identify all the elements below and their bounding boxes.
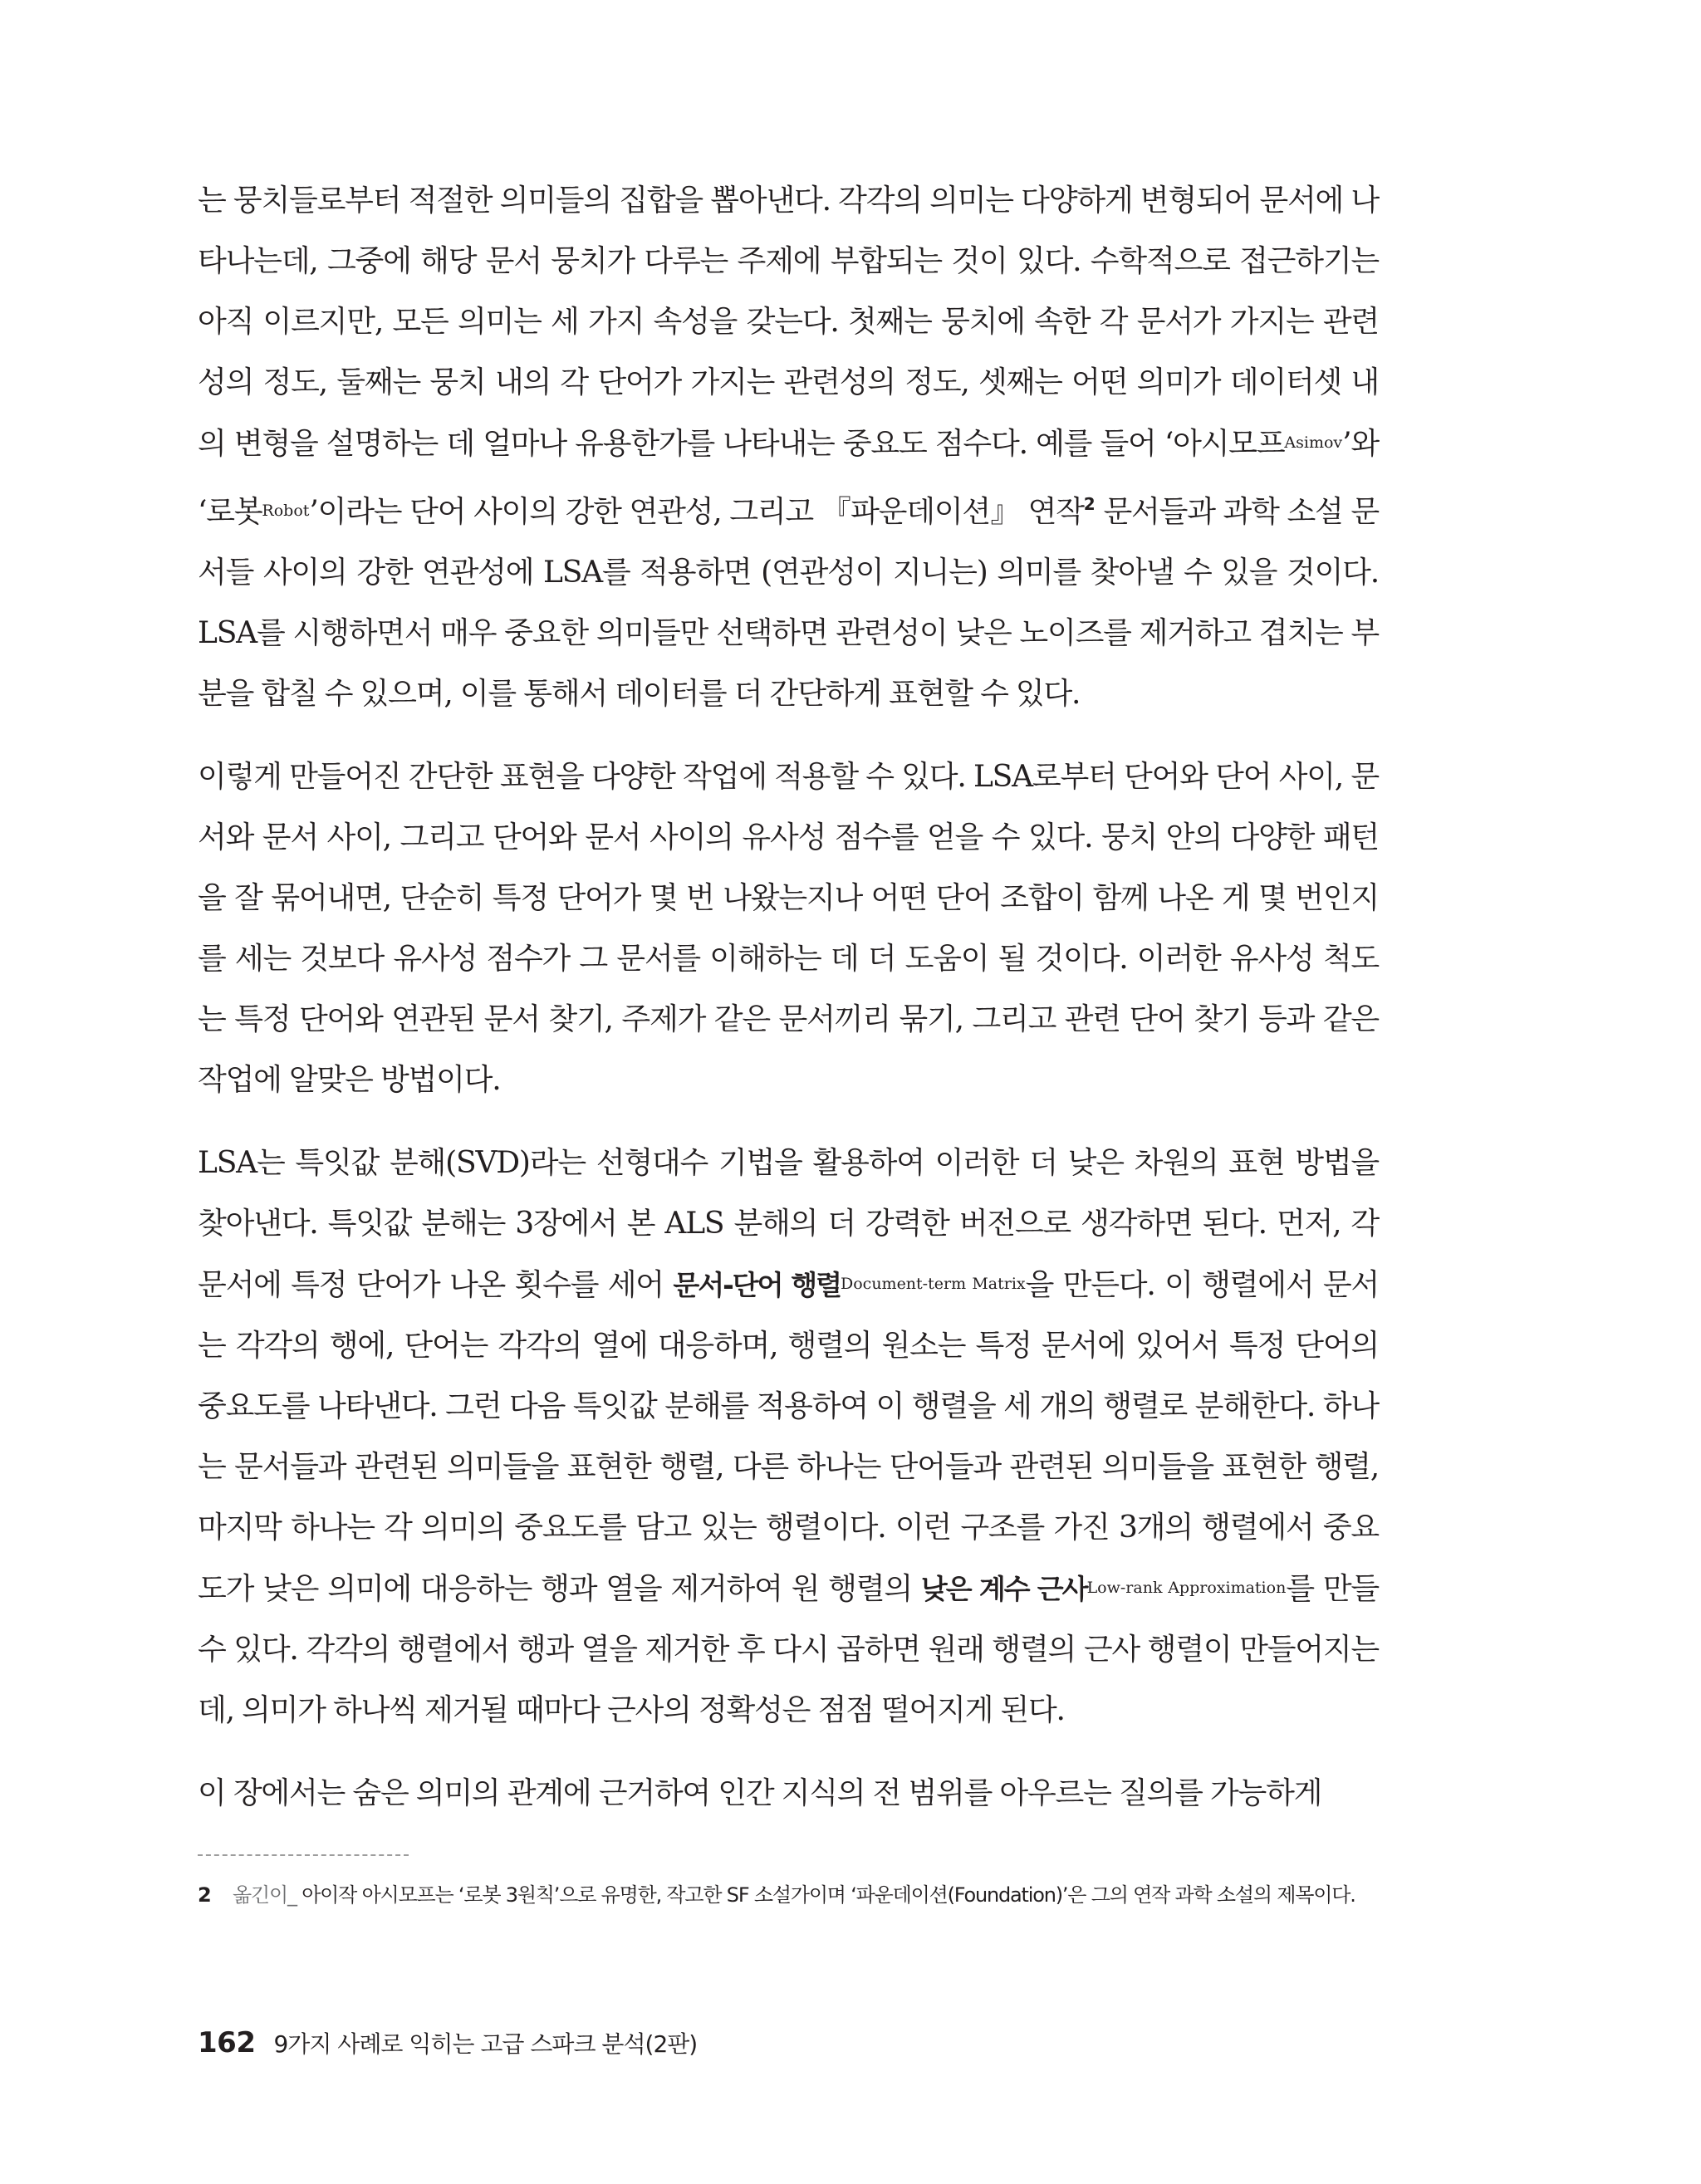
footnote-body (233, 1878, 1379, 1912)
key-term-low-rank-approximation: 낮은 계수 근사 (920, 1573, 1087, 1605)
footnote-divider (198, 1854, 409, 1856)
footnote (198, 1878, 1379, 1912)
paragraph-1-text-2: ’와 ‘로봇 (198, 427, 1379, 529)
term-english-asimov: Asimov (1284, 433, 1343, 452)
paragraph-3 (198, 1133, 1379, 1741)
paragraph-1-text-4: 문서들과 과학 소설 문서들 사이의 강한 연관성에 LSA를 적용하면 (연관성이 지니는) 의미를 찾아낼 수 있을 것이다. LSA를 시행하면서 매우 중요한 의미들만 선택하면 관련성이 낮은 노이즈를 제거하고 겹치는 부분을 합칠 수 있으며, 이를 통해서 데이터를 더 간단하게 표현할 수 있다. (198, 495, 1379, 711)
key-term-document-term-matrix: 문서-단어 행렬 (673, 1269, 841, 1301)
term-english-robot: Robot (262, 502, 310, 520)
paragraph-3-text-2: 을 만든다. 이 행렬에서 문서는 각각의 행에, 단어는 각각의 열에 대응하며, 행렬의 원소는 특정 문서에 있어서 특정 단어의 중요도를 나타낸다. 그런 다음 특잇값 분해를 적용하여 이 행렬을 세 개의 행렬로 분해한다. 하나는 문서들과 관련된 의미들을 표현한 행렬, 다른 하나는 단어들과 관련된 의미들을 표현한 행렬, 마지막 하나는 각 의미의 중요도를 담고 있는 행렬이다. 이런 구조를 가진 3개의 행렬에서 중요도가 낮은 의미에 대응하는 행과 열을 제거하여 원 행렬의 (198, 1268, 1379, 1606)
paragraph-3-text-3: 를 만들 수 있다. 각각의 행렬에서 행과 열을 제거한 후 다시 곱하면 원래 행렬의 근사 행렬이 만들어지는데, 의미가 하나씩 제거될 때마다 근사의 정확성은 점점 떨어지게 된다. (198, 1572, 1379, 1727)
footnote-text: 아이작 아시모프는 ‘로봇 3원칙’으로 유명한, 작고한 SF 소설가이며 ‘파운데이션(Foundation)’은 그의 연작 과학 소설의 제목이다. (296, 1883, 1355, 1907)
footnote-reference[interactable]: 2 (1083, 494, 1096, 514)
paragraph-2: 이렇게 만들어진 간단한 표현을 다양한 작업에 적용할 수 있다. LSA로부터 단어와 단어 사이, 문서와 문서 사이, 그리고 단어와 문서 사이의 유사성 점수를 얻을 수 있다. 뭉치 안의 다양한 패턴을 잘 묶어내면, 단순히 특정 단어가 몇 번 나왔는지나 어떤 단어 조합이 함께 나온 게 몇 번인지를 세는 것보다 유사성 점수가 그 문서를 이해하는 데 더 도움이 될 것이다. 이러한 유사성 척도는 특정 단어와 연관된 문서 찾기, 주제가 같은 문서끼리 묶기, 그리고 관련 단어 찾기 등과 같은 작업에 알맞은 방법이다. (198, 760, 1379, 1097)
term-english-document-term-matrix: Document-term Matrix (841, 1275, 1026, 1293)
footnote-translator-tag: 옮긴이_ (233, 1883, 297, 1907)
book-title: 9가지 사례로 익히는 고급 스파크 분석(2판) (273, 2030, 698, 2058)
paragraph-3-text-1: LSA는 특잇값 분해(SVD)라는 선형대수 기법을 활용하여 이러한 더 낮은 차원의 표현 방법을 찾아낸다. 특잇값 분해는 3장에서 본 ALS 분해의 더 강력한 버전으로 생각하면 된다. 먼저, 각 문서에 특정 단어가 나온 횟수를 세어 (198, 1146, 1379, 1302)
footnote-number: 2 (198, 1883, 211, 1907)
body-content (198, 170, 1379, 1824)
paragraph-1-text-3: ’이라는 단어 사이의 강한 연관성, 그리고 『파운데이션』 연작 (309, 495, 1084, 529)
page-footer (198, 2026, 1194, 2068)
term-english-low-rank-approximation: Low-rank Approximation (1086, 1579, 1287, 1597)
paragraph-4: 이 장에서는 숨은 의미의 관계에 근거하여 인간 지식의 전 범위를 아우르는 질의를 가능하게 (198, 1776, 1322, 1810)
page-number: 162 (198, 2026, 256, 2059)
paragraph-1 (198, 170, 1379, 724)
paragraph-1-text-1: 는 뭉치들로부터 적절한 의미들의 집합을 뽑아낸다. 각각의 의미는 다양하게 변형되어 문서에 나타나는데, 그중에 해당 문서 뭉치가 다루는 주제에 부합되는 것이 있다. 수학적으로 접근하기는 아직 이르지만, 모든 의미는 세 가지 속성을 갖는다. 첫째는 뭉치에 속한 각 문서가 가지는 관련성의 정도, 둘째는 뭉치 내의 각 단어가 가지는 관련성의 정도, 셋째는 어떤 의미가 데이터셋 내의 변형을 설명하는 데 얼마나 유용한가를 나타내는 중요도 점수다. 예를 들어 ‘아시모프 (198, 184, 1379, 461)
